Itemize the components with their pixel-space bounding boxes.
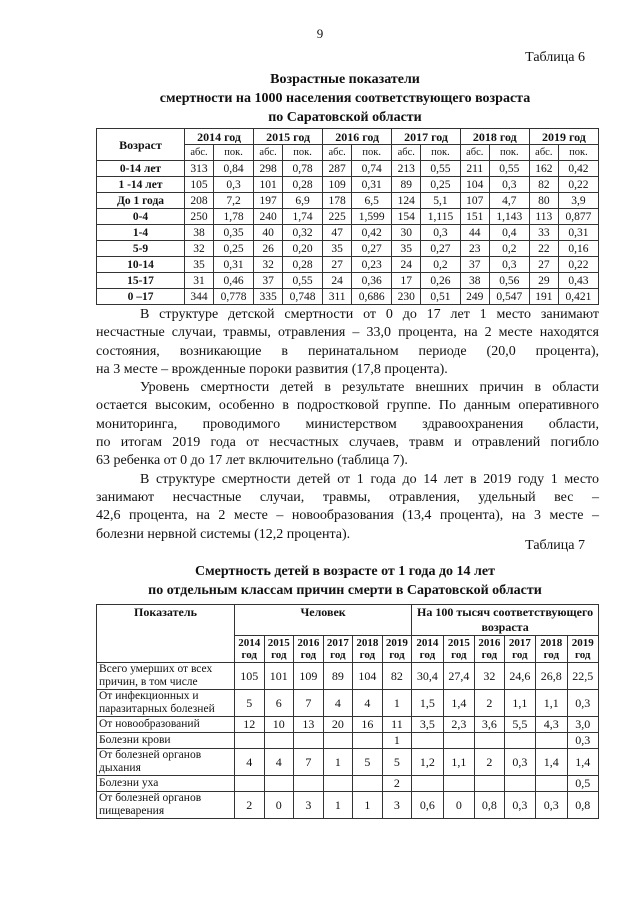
subheader-cell: абс. bbox=[254, 145, 283, 161]
value-cell: 0,78 bbox=[283, 161, 323, 177]
value-cell: 7,2 bbox=[213, 193, 253, 209]
value-cell: 0,74 bbox=[352, 161, 392, 177]
subheader-cell: абс. bbox=[460, 145, 489, 161]
value-cell: 0,31 bbox=[558, 225, 598, 241]
value-cell: 0,6 bbox=[412, 792, 443, 819]
value-cell: 6,9 bbox=[283, 193, 323, 209]
value-cell: 287 bbox=[323, 161, 352, 177]
table-header-row bbox=[97, 129, 599, 145]
age-cell: 5-9 bbox=[97, 241, 185, 257]
value-cell: 4 bbox=[323, 690, 353, 717]
value-cell: 47 bbox=[323, 225, 352, 241]
table6-title-line: Возрастные показатели bbox=[270, 72, 420, 87]
value-cell: 5,5 bbox=[504, 717, 535, 733]
table-row bbox=[97, 161, 599, 177]
value-cell: 109 bbox=[323, 177, 352, 193]
table7-label: Таблица 7 bbox=[525, 538, 585, 553]
age-column-header: Возраст bbox=[97, 129, 185, 161]
value-cell: 0,27 bbox=[352, 241, 392, 257]
value-cell: 0,686 bbox=[352, 289, 392, 305]
value-cell: 0,3 bbox=[504, 792, 535, 819]
value-cell: 0,3 bbox=[567, 733, 598, 749]
value-cell: 0,3 bbox=[536, 792, 567, 819]
value-cell: 4,3 bbox=[536, 717, 567, 733]
value-cell bbox=[264, 733, 294, 749]
value-cell: 24 bbox=[323, 273, 352, 289]
value-cell: 225 bbox=[323, 209, 352, 225]
value-cell: 3 bbox=[382, 792, 412, 819]
value-cell: 1 bbox=[382, 733, 412, 749]
value-cell bbox=[412, 776, 443, 792]
value-cell: 0,4 bbox=[489, 225, 529, 241]
value-cell: 0,22 bbox=[558, 177, 598, 193]
value-cell: 2 bbox=[235, 792, 265, 819]
value-cell: 26,8 bbox=[536, 663, 567, 690]
age-cell: 0-4 bbox=[97, 209, 185, 225]
value-cell: 35 bbox=[392, 241, 421, 257]
value-cell: 1 bbox=[382, 690, 412, 717]
value-cell: 0 bbox=[264, 792, 294, 819]
value-cell: 230 bbox=[392, 289, 421, 305]
year-header: 2014 год bbox=[185, 129, 254, 145]
value-cell: 3,6 bbox=[475, 717, 505, 733]
value-cell: 0,778 bbox=[213, 289, 253, 305]
table-row bbox=[97, 241, 599, 257]
value-cell bbox=[536, 776, 567, 792]
paragraph-line: по итогам 2019 года от несчастных случаев, травм и отравлений погибло bbox=[96, 435, 599, 451]
age-cell: До 1 года bbox=[97, 193, 185, 209]
value-cell: 0,22 bbox=[558, 257, 598, 273]
value-cell bbox=[475, 776, 505, 792]
paragraph-line: 63 ребенка от 0 до 17 лет включительно (таблица 7). bbox=[96, 453, 408, 469]
value-cell: 1 bbox=[323, 792, 353, 819]
value-cell: 0,28 bbox=[283, 177, 323, 193]
paragraph-line: болезни нервной системы (12,2 процента). bbox=[96, 526, 351, 542]
year-header: 2016 год bbox=[323, 129, 392, 145]
value-cell: 3 bbox=[294, 792, 324, 819]
value-cell: 30 bbox=[392, 225, 421, 241]
value-cell: 0,3 bbox=[567, 690, 598, 717]
table-row bbox=[97, 289, 599, 305]
table-row bbox=[97, 193, 599, 209]
value-cell: 311 bbox=[323, 289, 352, 305]
value-cell: 0,25 bbox=[421, 177, 461, 193]
value-cell bbox=[443, 733, 474, 749]
value-cell: 40 bbox=[254, 225, 283, 241]
paragraph-line: несчастные случаи, травмы, отравления – 33,0 процента, на 2 месте находятся bbox=[96, 325, 599, 341]
value-cell: 0,25 bbox=[213, 241, 253, 257]
value-cell bbox=[443, 776, 474, 792]
value-cell: 0,547 bbox=[489, 289, 529, 305]
table-row bbox=[97, 177, 599, 193]
value-cell: 107 bbox=[460, 193, 489, 209]
value-cell: 105 bbox=[235, 663, 265, 690]
value-cell: 213 bbox=[392, 161, 421, 177]
value-cell: 0,31 bbox=[213, 257, 253, 273]
value-cell: 101 bbox=[264, 663, 294, 690]
year-header: 2015 год bbox=[443, 636, 474, 663]
value-cell: 0,3 bbox=[421, 225, 461, 241]
indicator-label: Болезни крови bbox=[97, 733, 235, 749]
value-cell: 211 bbox=[460, 161, 489, 177]
value-cell: 35 bbox=[185, 257, 214, 273]
value-cell: 13 bbox=[294, 717, 324, 733]
value-cell: 1 bbox=[323, 749, 353, 776]
value-cell: 0,36 bbox=[352, 273, 392, 289]
table-row bbox=[97, 690, 599, 717]
value-cell: 0,8 bbox=[567, 792, 598, 819]
value-cell: 109 bbox=[294, 663, 324, 690]
value-cell: 0,42 bbox=[558, 161, 598, 177]
value-cell: 0,55 bbox=[421, 161, 461, 177]
year-header: 2018 год bbox=[353, 636, 383, 663]
value-cell: 26 bbox=[254, 241, 283, 257]
value-cell: 35 bbox=[323, 241, 352, 257]
value-cell: 80 bbox=[529, 193, 558, 209]
value-cell: 10 bbox=[264, 717, 294, 733]
value-cell: 27,4 bbox=[443, 663, 474, 690]
value-cell: 0,32 bbox=[283, 225, 323, 241]
value-cell: 1,599 bbox=[352, 209, 392, 225]
value-cell: 0,3 bbox=[213, 177, 253, 193]
table-row bbox=[97, 273, 599, 289]
value-cell: 24 bbox=[392, 257, 421, 273]
subheader-cell: пок. bbox=[213, 145, 253, 161]
page-number: 9 bbox=[316, 26, 324, 41]
value-cell bbox=[412, 733, 443, 749]
value-cell: 113 bbox=[529, 209, 558, 225]
value-cell: 154 bbox=[392, 209, 421, 225]
paragraph-line: Уровень смертности детей в результате внешних причин в области bbox=[140, 380, 599, 396]
indicator-label: Болезни уха bbox=[97, 776, 235, 792]
table-header-row bbox=[97, 605, 599, 636]
age-cell: 0-14 лет bbox=[97, 161, 185, 177]
value-cell: 0,23 bbox=[352, 257, 392, 273]
age-cell: 1-4 bbox=[97, 225, 185, 241]
value-cell: 30,4 bbox=[412, 663, 443, 690]
year-header: 2016 год bbox=[294, 636, 324, 663]
value-cell: 23 bbox=[460, 241, 489, 257]
table-row bbox=[97, 792, 599, 819]
subheader-cell: пок. bbox=[558, 145, 598, 161]
subheader-cell: пок. bbox=[352, 145, 392, 161]
value-cell bbox=[235, 733, 265, 749]
value-cell: 0,27 bbox=[421, 241, 461, 257]
age-cell: 10-14 bbox=[97, 257, 185, 273]
value-cell: 197 bbox=[254, 193, 283, 209]
value-cell bbox=[294, 733, 324, 749]
value-cell: 0 bbox=[443, 792, 474, 819]
table6-title-line: по Саратовской области bbox=[268, 110, 422, 125]
table-row bbox=[97, 733, 599, 749]
value-cell: 4 bbox=[235, 749, 265, 776]
value-cell: 0,31 bbox=[352, 177, 392, 193]
value-cell: 105 bbox=[185, 177, 214, 193]
value-cell: 29 bbox=[529, 273, 558, 289]
value-cell: 22 bbox=[529, 241, 558, 257]
value-cell: 101 bbox=[254, 177, 283, 193]
value-cell: 124 bbox=[392, 193, 421, 209]
value-cell: 0,42 bbox=[352, 225, 392, 241]
paragraph-line: В структуре детской смертности от 0 до 17 лет 1 место занимают bbox=[140, 307, 599, 322]
value-cell: 162 bbox=[529, 161, 558, 177]
year-header: 2019 год bbox=[382, 636, 412, 663]
value-cell: 250 bbox=[185, 209, 214, 225]
paragraph-line: остается высоким, особенно в подростковой группе. По данным оперативного bbox=[96, 398, 599, 414]
indicator-label: От болезней органов пищеварения bbox=[97, 792, 235, 819]
value-cell: 208 bbox=[185, 193, 214, 209]
value-cell: 37 bbox=[460, 257, 489, 273]
value-cell: 5 bbox=[353, 749, 383, 776]
value-cell: 1,1 bbox=[443, 749, 474, 776]
value-cell: 298 bbox=[254, 161, 283, 177]
value-cell: 16 bbox=[353, 717, 383, 733]
subheader-cell: пок. bbox=[421, 145, 461, 161]
subheader-cell: пок. bbox=[489, 145, 529, 161]
mortality-causes-table bbox=[96, 604, 599, 819]
value-cell bbox=[475, 733, 505, 749]
value-cell: 1,5 bbox=[412, 690, 443, 717]
value-cell: 5 bbox=[382, 749, 412, 776]
value-cell: 3,5 bbox=[412, 717, 443, 733]
value-cell: 17 bbox=[392, 273, 421, 289]
year-header: 2017 год bbox=[323, 636, 353, 663]
value-cell bbox=[504, 776, 535, 792]
value-cell: 178 bbox=[323, 193, 352, 209]
value-cell: 32 bbox=[254, 257, 283, 273]
subheader-cell: абс. bbox=[529, 145, 558, 161]
year-header: 2017 год bbox=[504, 636, 535, 663]
year-header: 2015 год bbox=[264, 636, 294, 663]
year-header: 2019 год bbox=[529, 129, 598, 145]
value-cell: 22,5 bbox=[567, 663, 598, 690]
value-cell: 0,421 bbox=[558, 289, 598, 305]
value-cell: 38 bbox=[185, 225, 214, 241]
year-header: 2014 год bbox=[235, 636, 265, 663]
paragraph-line: мониторинга, проводимого министерством здравоохранения области, bbox=[96, 416, 599, 432]
value-cell: 82 bbox=[382, 663, 412, 690]
subheader-cell: абс. bbox=[185, 145, 214, 161]
people-column-header: Человек bbox=[235, 605, 412, 636]
value-cell bbox=[536, 733, 567, 749]
value-cell: 335 bbox=[254, 289, 283, 305]
value-cell: 0,46 bbox=[213, 273, 253, 289]
value-cell: 2 bbox=[382, 776, 412, 792]
value-cell: 1,4 bbox=[567, 749, 598, 776]
value-cell: 12 bbox=[235, 717, 265, 733]
age-cell: 0 –17 bbox=[97, 289, 185, 305]
year-header: 2017 год bbox=[392, 129, 461, 145]
value-cell: 0,20 bbox=[283, 241, 323, 257]
value-cell: 27 bbox=[323, 257, 352, 273]
table-row bbox=[97, 209, 599, 225]
paragraph-line: В структуре смертности детей от 1 года до 14 лет в 2019 году 1 место bbox=[140, 471, 599, 487]
year-header: 2018 год bbox=[536, 636, 567, 663]
age-cell: 15-17 bbox=[97, 273, 185, 289]
value-cell: 1,4 bbox=[443, 690, 474, 717]
value-cell: 4 bbox=[353, 690, 383, 717]
value-cell: 0,5 bbox=[567, 776, 598, 792]
value-cell bbox=[323, 776, 353, 792]
value-cell: 5,1 bbox=[421, 193, 461, 209]
value-cell: 7 bbox=[294, 690, 324, 717]
paragraph-line: состояния, возникающие в перинатальном периоде (20,0 процента), bbox=[96, 343, 599, 359]
value-cell: 313 bbox=[185, 161, 214, 177]
value-cell: 11 bbox=[382, 717, 412, 733]
value-cell: 24,6 bbox=[504, 663, 535, 690]
value-cell: 82 bbox=[529, 177, 558, 193]
indicator-label: Всего умерших от всех причин, в том числе bbox=[97, 663, 235, 690]
year-header: 2016 год bbox=[475, 636, 505, 663]
value-cell: 0,3 bbox=[489, 177, 529, 193]
value-cell: 89 bbox=[323, 663, 353, 690]
value-cell: 1,143 bbox=[489, 209, 529, 225]
table-row bbox=[97, 749, 599, 776]
value-cell: 0,3 bbox=[504, 749, 535, 776]
value-cell: 0,3 bbox=[489, 257, 529, 273]
value-cell: 0,28 bbox=[283, 257, 323, 273]
year-header: 2019 год bbox=[567, 636, 598, 663]
table-row bbox=[97, 257, 599, 273]
year-header: 2014 год bbox=[412, 636, 443, 663]
paragraph-line: на 3 месте – врожденные пороки развития (17,8 процента). bbox=[96, 361, 448, 377]
value-cell: 1,115 bbox=[421, 209, 461, 225]
value-cell: 0,55 bbox=[283, 273, 323, 289]
value-cell: 1,1 bbox=[504, 690, 535, 717]
value-cell: 32 bbox=[475, 663, 505, 690]
table-row bbox=[97, 776, 599, 792]
value-cell: 0,26 bbox=[421, 273, 461, 289]
value-cell: 249 bbox=[460, 289, 489, 305]
value-cell bbox=[294, 776, 324, 792]
value-cell: 20 bbox=[323, 717, 353, 733]
value-cell: 1,1 bbox=[536, 690, 567, 717]
value-cell: 6,5 bbox=[352, 193, 392, 209]
value-cell: 151 bbox=[460, 209, 489, 225]
subheader-cell: пок. bbox=[283, 145, 323, 161]
value-cell: 0,35 bbox=[213, 225, 253, 241]
value-cell: 3,9 bbox=[558, 193, 598, 209]
value-cell: 0,43 bbox=[558, 273, 598, 289]
table6-label: Таблица 6 bbox=[525, 50, 585, 65]
value-cell: 0,56 bbox=[489, 273, 529, 289]
value-cell: 1,4 bbox=[536, 749, 567, 776]
rate-column-header: На 100 тысяч соответствующего возраста bbox=[412, 605, 599, 636]
year-header: 2015 год bbox=[254, 129, 323, 145]
value-cell: 89 bbox=[392, 177, 421, 193]
value-cell bbox=[504, 733, 535, 749]
value-cell: 1,2 bbox=[412, 749, 443, 776]
body-text bbox=[96, 306, 599, 544]
value-cell: 0,2 bbox=[489, 241, 529, 257]
value-cell: 344 bbox=[185, 289, 214, 305]
mortality-age-table bbox=[96, 128, 599, 305]
table-row bbox=[97, 663, 599, 690]
value-cell: 6 bbox=[264, 690, 294, 717]
value-cell: 37 bbox=[254, 273, 283, 289]
value-cell: 0,84 bbox=[213, 161, 253, 177]
indicator-label: От новообразований bbox=[97, 717, 235, 733]
value-cell: 31 bbox=[185, 273, 214, 289]
value-cell: 3,0 bbox=[567, 717, 598, 733]
value-cell: 0,55 bbox=[489, 161, 529, 177]
indicator-column-header: Показатель bbox=[97, 605, 235, 663]
value-cell bbox=[353, 733, 383, 749]
table7-title-line: Смертность детей в возрасте от 1 года до 14 лет bbox=[194, 564, 495, 579]
value-cell: 0,877 bbox=[558, 209, 598, 225]
paragraph-line: 42,6 процента, на 2 месте – новообразования (13,4 процента), на 3 месте – bbox=[96, 508, 599, 524]
table-row bbox=[97, 225, 599, 241]
value-cell bbox=[264, 776, 294, 792]
value-cell: 27 bbox=[529, 257, 558, 273]
value-cell: 240 bbox=[254, 209, 283, 225]
value-cell: 32 bbox=[185, 241, 214, 257]
value-cell: 4 bbox=[264, 749, 294, 776]
indicator-label: От инфекционных и паразитарных болезней bbox=[97, 690, 235, 717]
year-header: 2018 год bbox=[460, 129, 529, 145]
value-cell: 1 bbox=[353, 792, 383, 819]
value-cell: 5 bbox=[235, 690, 265, 717]
value-cell: 191 bbox=[529, 289, 558, 305]
table7-title bbox=[95, 562, 595, 600]
value-cell: 0,51 bbox=[421, 289, 461, 305]
value-cell bbox=[323, 733, 353, 749]
value-cell: 33 bbox=[529, 225, 558, 241]
value-cell: 2 bbox=[475, 749, 505, 776]
table-row bbox=[97, 717, 599, 733]
table7-title-line: по отдельным классам причин смерти в Саратовской области bbox=[148, 583, 542, 598]
value-cell: 44 bbox=[460, 225, 489, 241]
value-cell: 2 bbox=[475, 690, 505, 717]
value-cell: 1,74 bbox=[283, 209, 323, 225]
value-cell: 2,3 bbox=[443, 717, 474, 733]
value-cell bbox=[235, 776, 265, 792]
value-cell: 104 bbox=[353, 663, 383, 690]
value-cell: 0,8 bbox=[475, 792, 505, 819]
value-cell bbox=[353, 776, 383, 792]
indicator-label: От болезней органов дыхания bbox=[97, 749, 235, 776]
table6-title bbox=[95, 70, 595, 127]
subheader-cell: абс. bbox=[323, 145, 352, 161]
value-cell: 1,78 bbox=[213, 209, 253, 225]
value-cell: 7 bbox=[294, 749, 324, 776]
paragraph-line: занимают несчастные случаи, травмы, отравления, удельный вес – bbox=[96, 489, 599, 505]
subheader-cell: абс. bbox=[392, 145, 421, 161]
value-cell: 104 bbox=[460, 177, 489, 193]
value-cell: 0,748 bbox=[283, 289, 323, 305]
value-cell: 0,2 bbox=[421, 257, 461, 273]
table6-title-line: смертности на 1000 населения соответствующего возраста bbox=[159, 91, 531, 106]
value-cell: 4,7 bbox=[489, 193, 529, 209]
value-cell: 38 bbox=[460, 273, 489, 289]
age-cell: 1 -14 лет bbox=[97, 177, 185, 193]
value-cell: 0,16 bbox=[558, 241, 598, 257]
